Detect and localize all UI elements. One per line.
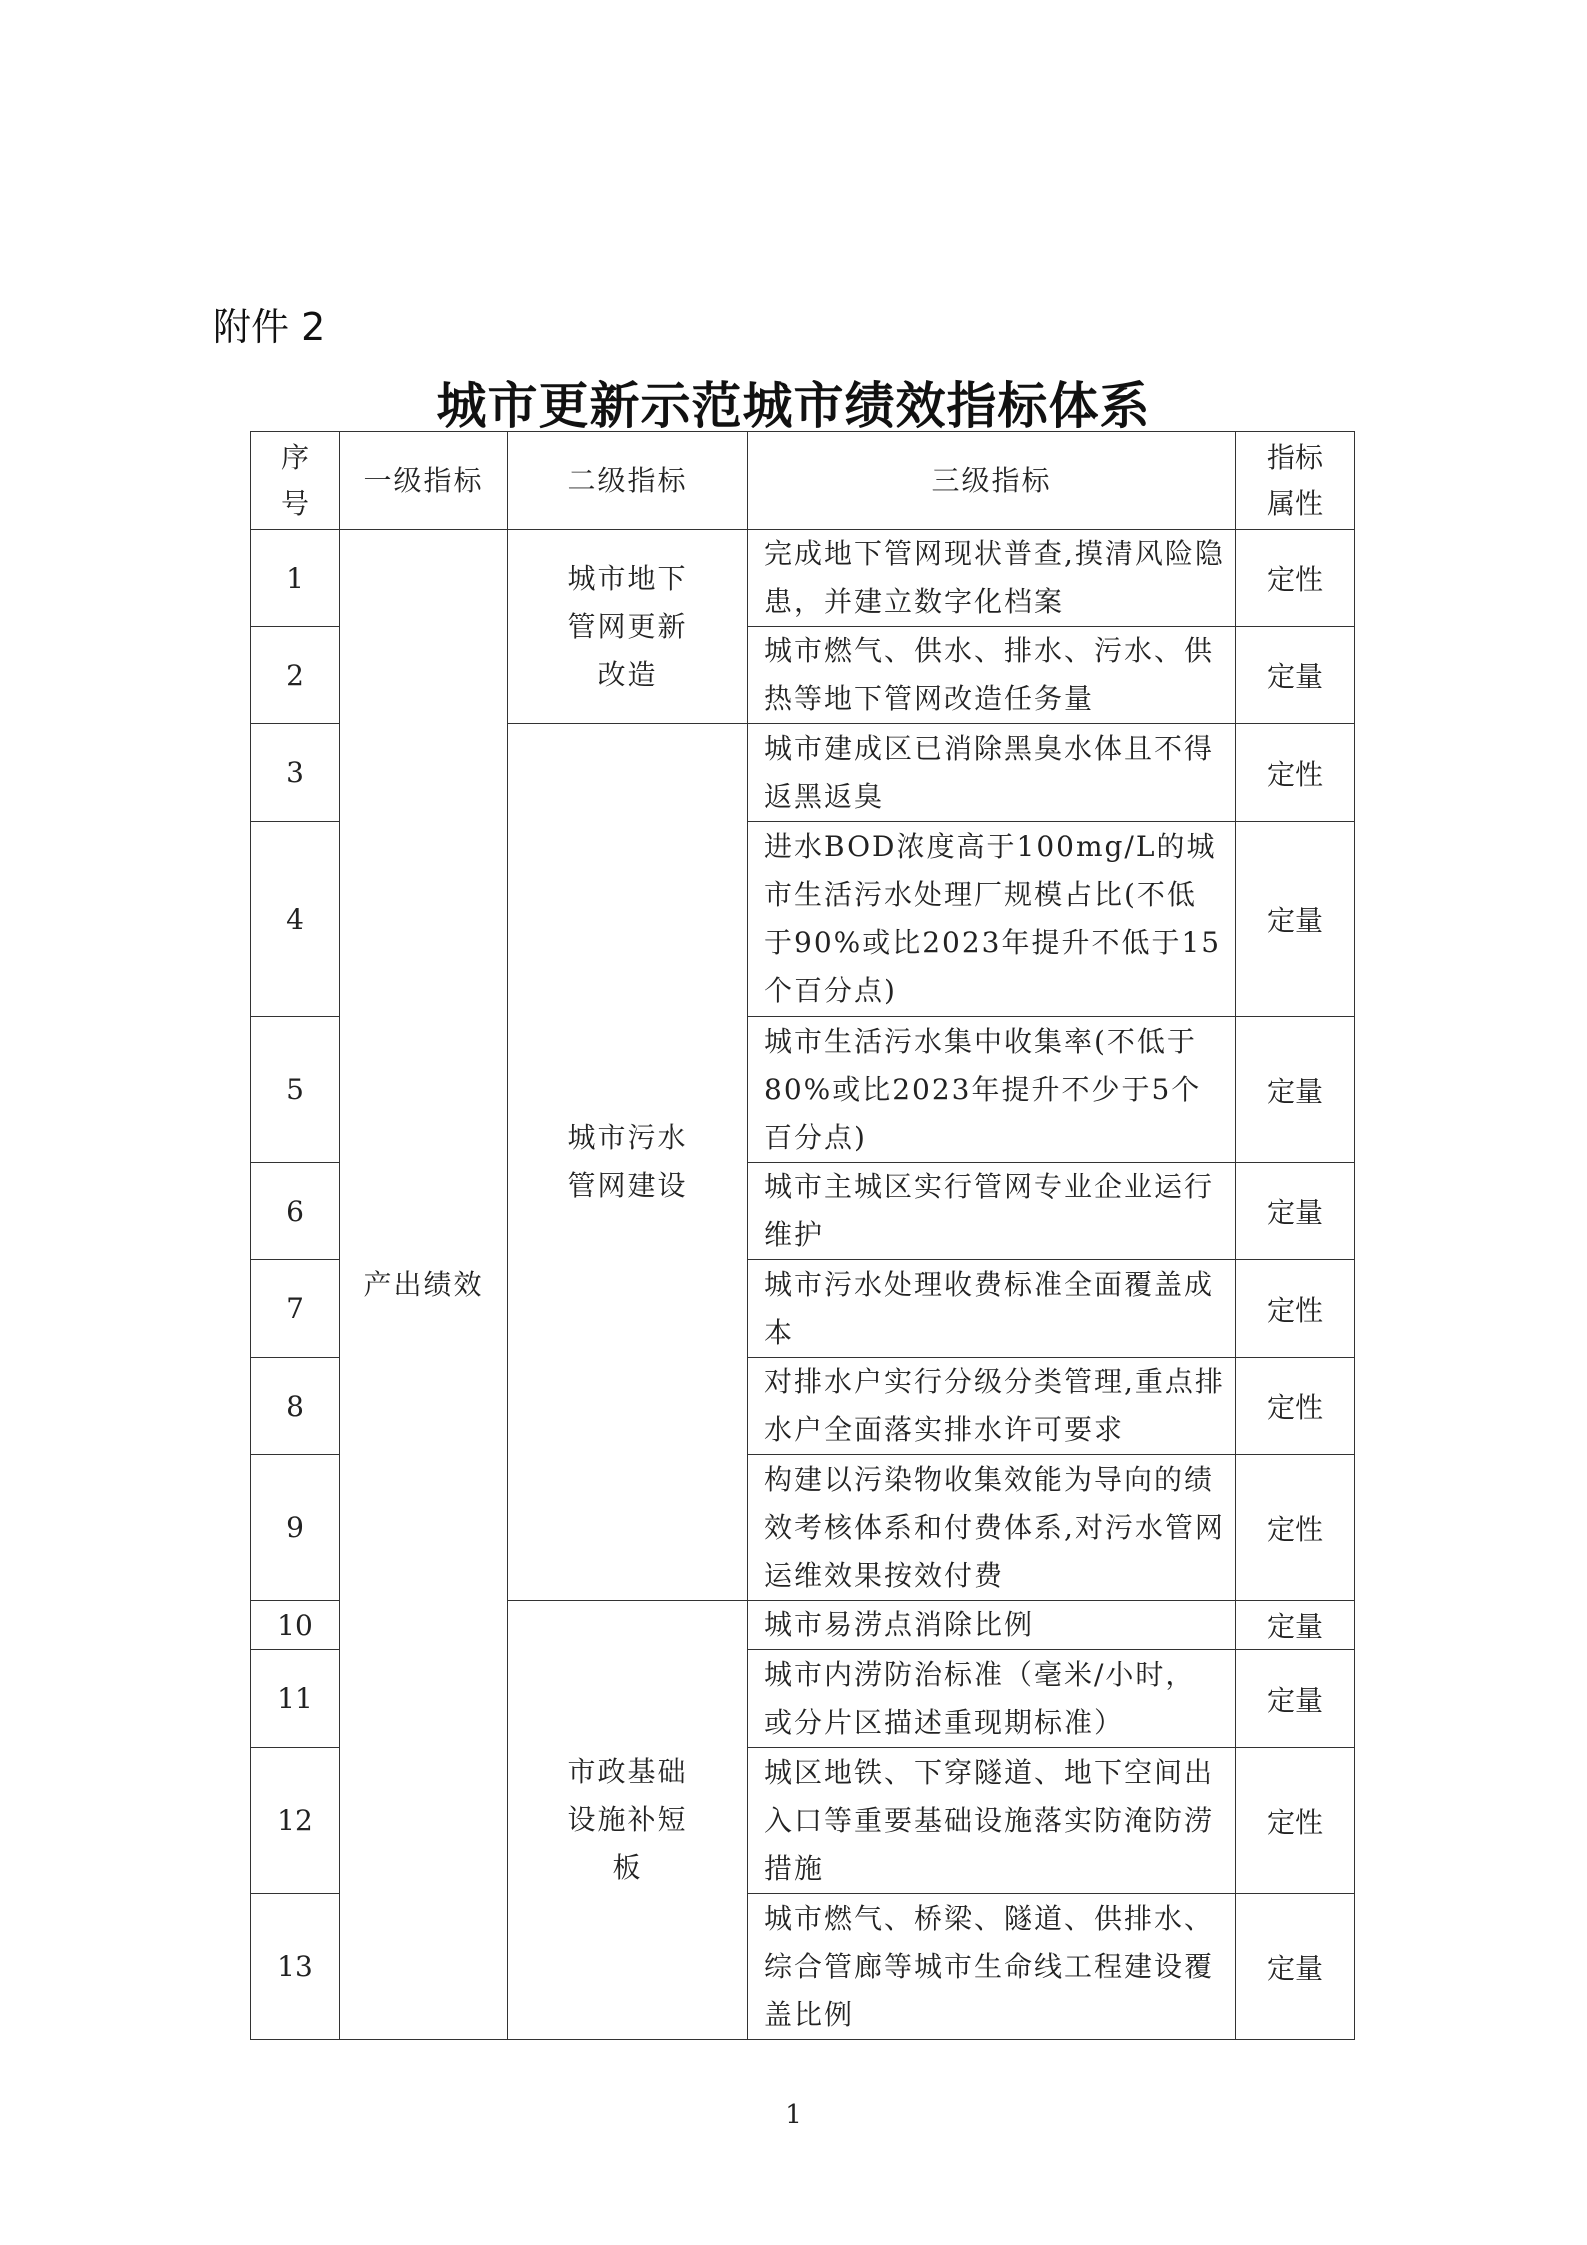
row-seq: 12 [251,1748,340,1894]
header-level1: 一级指标 [340,432,508,530]
row-attr: 定量 [1236,1650,1355,1748]
row-attr: 定性 [1236,1748,1355,1894]
row-attr: 定性 [1236,1260,1355,1358]
level2-cell: 城市污水管网建设 [508,724,748,1601]
table-row [251,530,1355,627]
row-seq: 7 [251,1260,340,1358]
row-seq: 5 [251,1017,340,1163]
level2-cell: 城市地下管网更新改造 [508,530,748,724]
row-level3: 城区地铁、下穿隧道、地下空间出入口等重要基础设施落实防淹防涝措施 [748,1748,1236,1894]
row-level3: 城市生活污水集中收集率(不低于80%或比2023年提升不少于5个百分点) [748,1017,1236,1163]
header-row [251,432,1355,530]
row-attr: 定性 [1236,530,1355,627]
header-level3: 三级指标 [748,432,1236,530]
row-level3: 构建以污染物收集效能为导向的绩效考核体系和付费体系,对污水管网运维效果按效付费 [748,1455,1236,1601]
row-seq: 10 [251,1601,340,1650]
page-title: 城市更新示范城市绩效指标体系 [436,376,1151,435]
row-attr: 定性 [1236,1358,1355,1455]
row-seq: 8 [251,1358,340,1455]
row-seq: 13 [251,1894,340,2040]
row-level3: 城市污水处理收费标准全面覆盖成本 [748,1260,1236,1358]
header-level2: 二级指标 [508,432,748,530]
row-level3: 对排水户实行分级分类管理,重点排水户全面落实排水许可要求 [748,1358,1236,1455]
row-seq: 3 [251,724,340,822]
row-seq: 9 [251,1455,340,1601]
row-level3: 城市内涝防治标准（毫米/小时，或分片区描述重现期标准） [748,1650,1236,1748]
level2-cell: 市政基础设施补短板 [508,1601,748,2040]
row-attr: 定量 [1236,822,1355,1017]
row-attr: 定量 [1236,1894,1355,2040]
row-attr: 定量 [1236,627,1355,724]
level1-cell: 产出绩效 [340,530,508,2040]
row-seq: 6 [251,1163,340,1260]
row-level3: 城市建成区已消除黑臭水体且不得返黑返臭 [748,724,1236,822]
row-seq: 11 [251,1650,340,1748]
indicator-table [250,431,1355,2040]
row-level3: 城市易涝点消除比例 [748,1601,1236,1650]
header-seq: 序 号 [251,432,340,530]
page-number: 1 [785,2100,802,2130]
row-level3: 进水BOD浓度高于100mg/L的城市生活污水处理厂规模占比(不低于90%或比2023年提升不低于15个百分点) [748,822,1236,1017]
row-seq: 2 [251,627,340,724]
row-level3: 城市主城区实行管网专业企业运行维护 [748,1163,1236,1260]
header-attr: 指标 属性 [1236,432,1355,530]
row-attr: 定量 [1236,1601,1355,1650]
row-seq: 4 [251,822,340,1017]
row-attr: 定量 [1236,1017,1355,1163]
row-level3: 完成地下管网现状普查,摸清风险隐患，并建立数字化档案 [748,530,1236,627]
row-level3: 城市燃气、桥梁、隧道、供排水、综合管廊等城市生命线工程建设覆盖比例 [748,1894,1236,2040]
row-attr: 定量 [1236,1163,1355,1260]
row-level3: 城市燃气、供水、排水、污水、供热等地下管网改造任务量 [748,627,1236,724]
attachment-label: 附件 2 [213,305,326,349]
row-attr: 定性 [1236,1455,1355,1601]
row-seq: 1 [251,530,340,627]
row-attr: 定性 [1236,724,1355,822]
